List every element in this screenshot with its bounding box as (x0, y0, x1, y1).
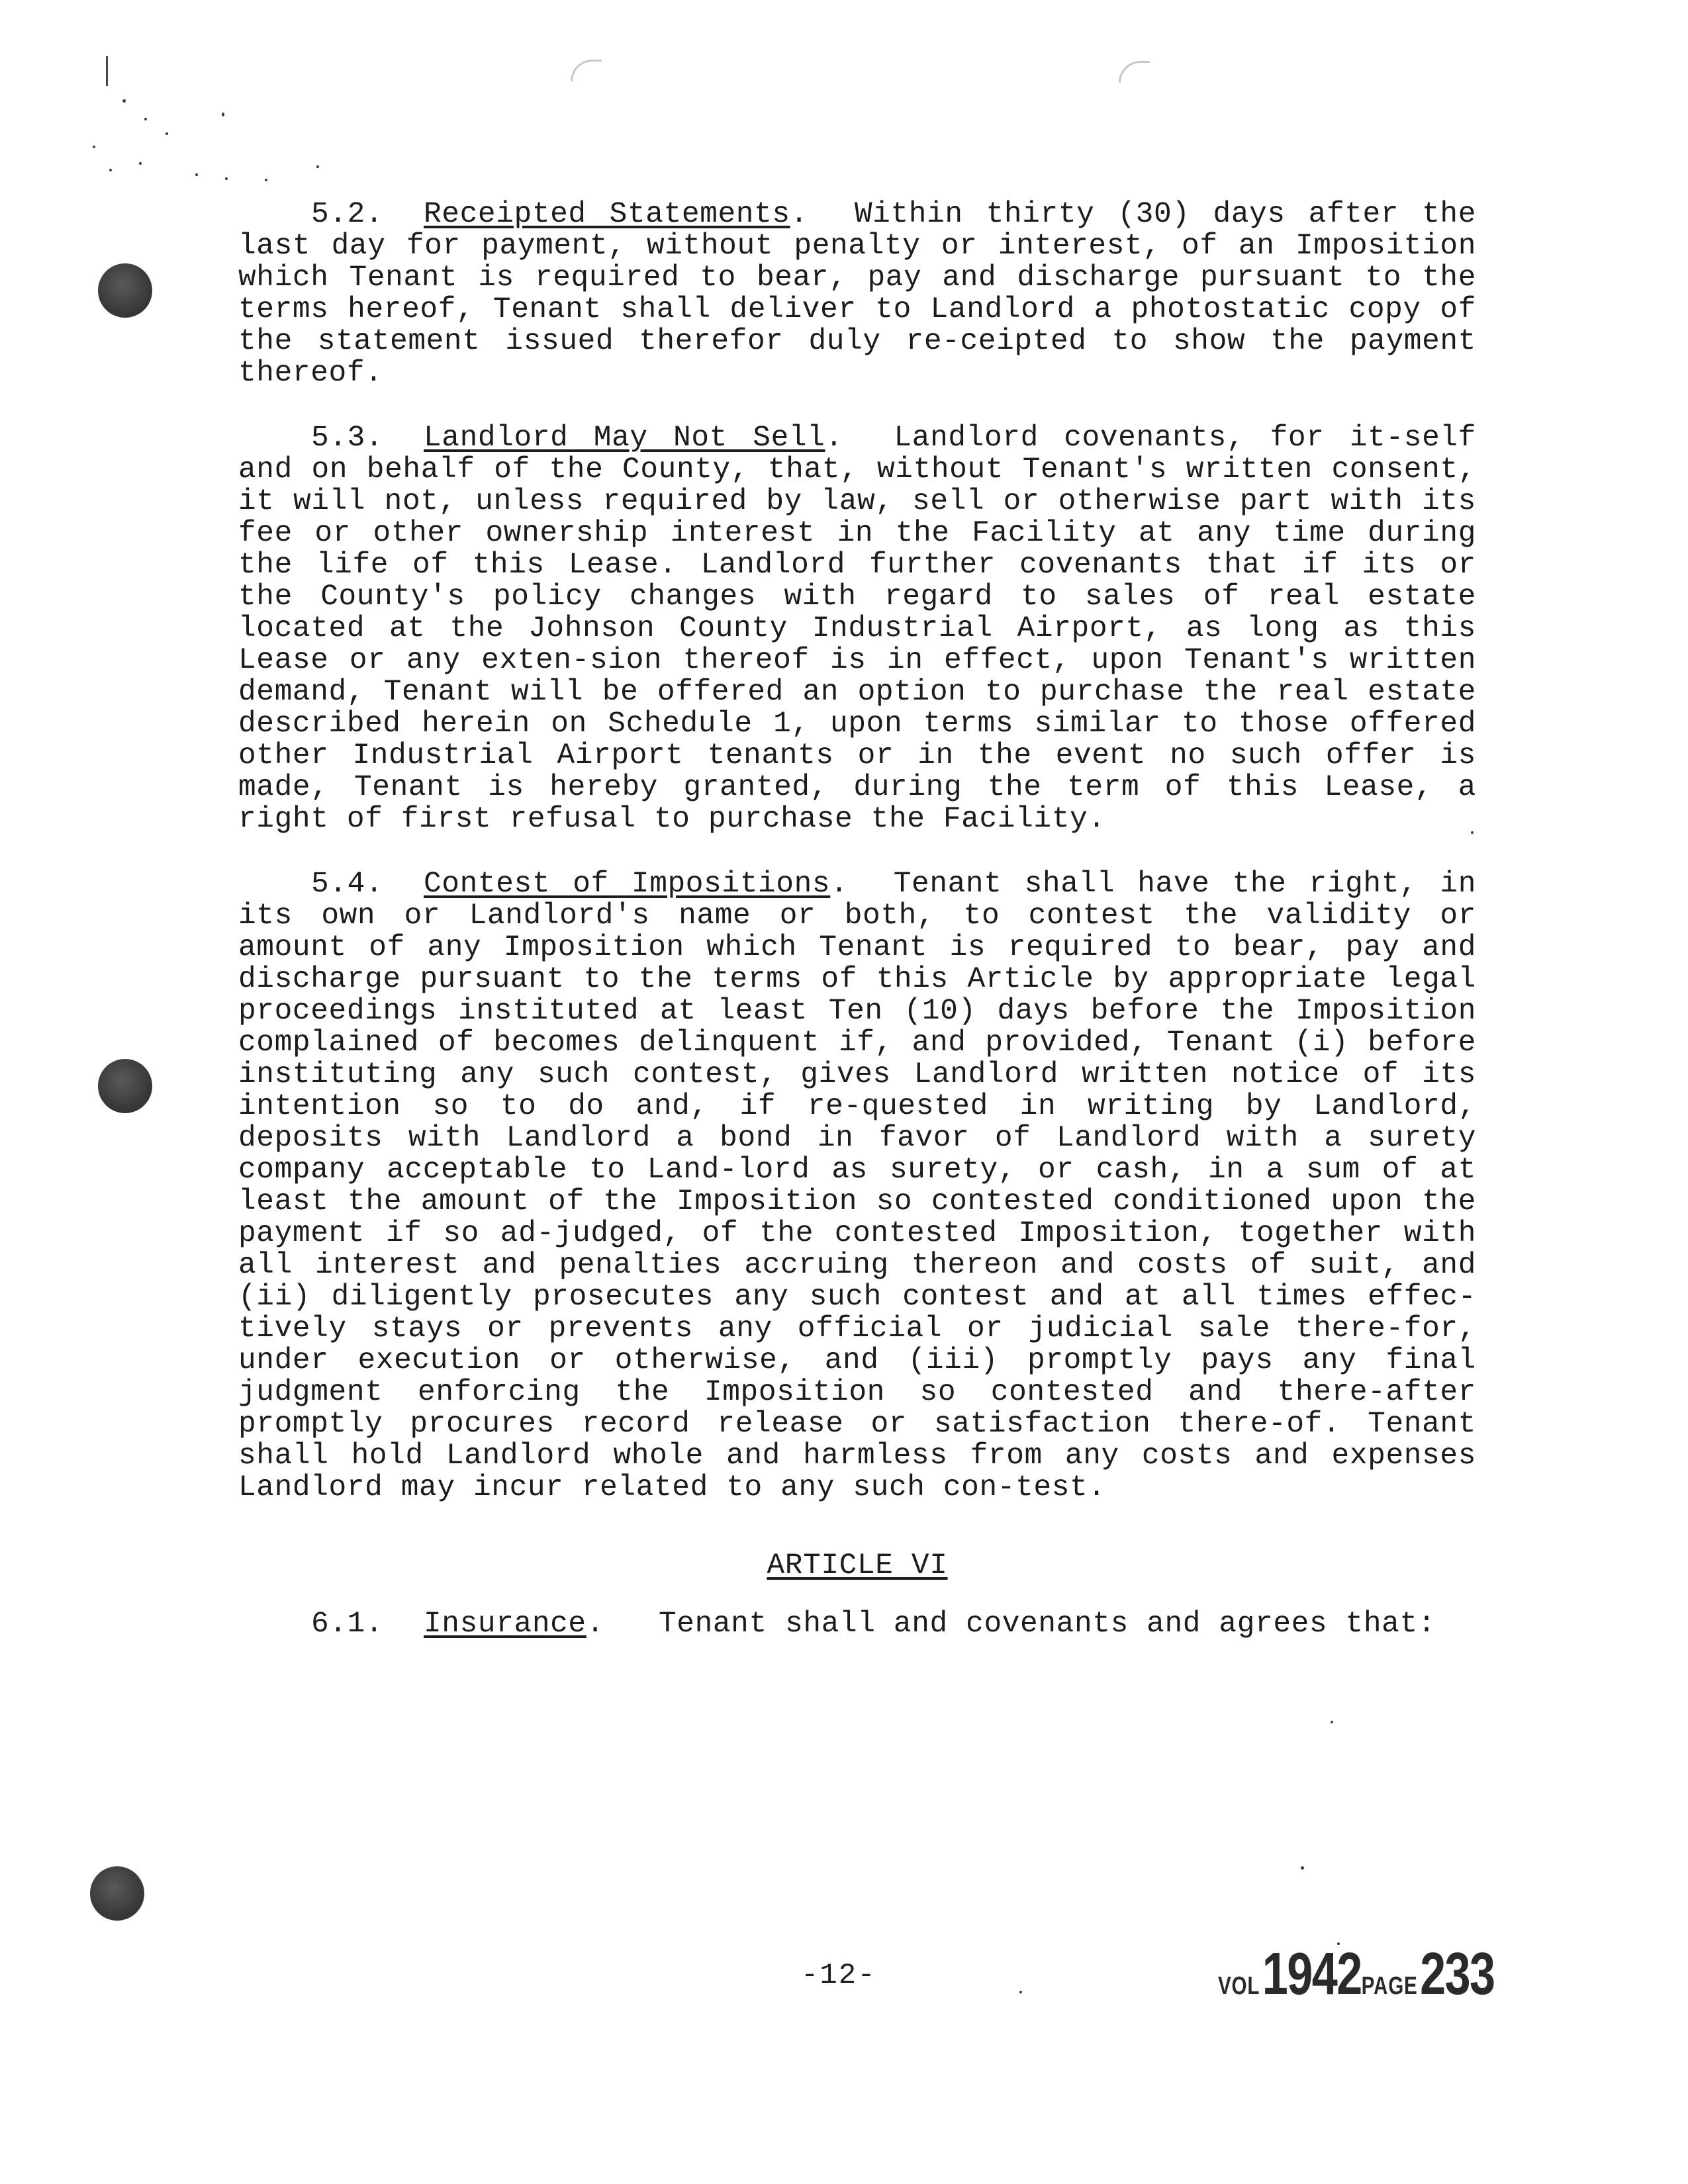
section-text: Landlord covenants, for it-self and on behalf of the County, that, without Tenant's written consent, it will not, unless required by law, sell or otherwise part with its fee or other ownership interest in the Facility at any time during the life of this Lease. Landlord further covenants that if its or the County's policy changes with regard to sales of real estate located at the Johnson County Industrial Airport, as long as this Lease or any exten-sion thereof is in effect, upon Tenant's written demand, Tenant will be offered an option to purchase the real estate described herein on Schedule 1, upon terms similar to those offered other Industrial Airport tenants or in the event no such offer is made, Tenant is hereby granted, during the term of this Lease, a right of first refusal to purchase the Facility. (238, 422, 1476, 836)
section-number: 6.1. (311, 1608, 384, 1641)
section-text: Tenant shall and covenants and agrees that: (658, 1608, 1436, 1641)
punch-hole (98, 263, 152, 318)
article-title: ARTICLE VI (767, 1549, 948, 1582)
section-number: 5.2. (311, 198, 384, 231)
scan-speck (109, 169, 112, 171)
paragraph-6-1: 6.1. Insurance. Tenant shall and covenants and agrees that: (238, 1608, 1476, 1640)
scan-speck (1331, 1721, 1333, 1723)
scan-speck (1301, 1866, 1304, 1870)
punch-hole (98, 1059, 152, 1113)
paragraph-5-3: 5.3. Landlord May Not Sell. Landlord covenants, for it-self and on behalf of the County, that, without Tenant's written consent, it will not, unless required by law, sell or otherwise part with its fee or other ownership interest in the Facility at any time during the life of this Lease. Landlord further covenants that if its or the County's policy changes with regard to sales of real estate located at the Johnson County Industrial Airport, as long as this Lease or any exten-sion thereof is in effect, upon Tenant's written demand, Tenant will be offered an option to purchase the real estate described herein on Schedule 1, upon terms similar to those offered other Industrial Airport tenants or in the event no such offer is made, Tenant is hereby granted, during the term of this Lease, a right of first refusal to purchase the Facility. (238, 422, 1476, 836)
section-heading: Landlord May Not Sell (424, 422, 825, 455)
article-heading (238, 1550, 1476, 1582)
section-heading: Insurance (424, 1608, 586, 1641)
page-number: -12- (801, 1959, 876, 1992)
section-number: 5.4. (311, 868, 384, 901)
stamp-vol-number: 1942 (1262, 1941, 1362, 2007)
scan-speck (265, 179, 267, 181)
scan-speck (222, 113, 224, 116)
stamp-vol-label: VOL (1218, 1972, 1260, 2000)
scan-artifact (571, 60, 602, 81)
scan-speck (139, 162, 142, 165)
scan-speck (1019, 1991, 1022, 1993)
punch-hole (90, 1866, 144, 1921)
recording-stamp (1218, 1940, 1495, 2009)
paragraph-5-2: 5.2. Receipted Statements. Within thirty (30) days after the last day for payment, without penalty or interest, of an Imposition which Tenant is required to bear, pay and discharge pursuant to the terms hereof, Tenant shall deliver to Landlord a photostatic copy of the statement issued therefor duly re-ceipted to show the payment thereof. (238, 198, 1477, 390)
scan-mark (106, 56, 108, 86)
section-number: 5.3. (311, 422, 384, 455)
scan-speck (165, 132, 168, 135)
document-body (238, 199, 1476, 1673)
scan-speck (144, 118, 147, 120)
scan-speck (316, 165, 319, 168)
stamp-page-number: 233 (1420, 1941, 1495, 2007)
section-heading: Receipted Statements (424, 198, 790, 231)
section-text: Tenant shall have the right, in its own or Landlord's name or both, to contest the validity or amount of any Imposition which Tenant is required to bear, pay and discharge pursuant to the terms of this Article by appropriate legal proceedings instituted at least Ten (10) days before the Imposition complained of becomes delinquent if, and provided, Tenant (i) before instituting any such contest, gives Landlord written notice of its intention so to do and, if re-quested in writing by Landlord, deposits with Landlord a bond in favor of Landlord with a surety company acceptable to Land-lord as surety, or cash, in a sum of at least the amount of the Imposition so contested conditioned upon the payment if so ad-judged, of the contested Imposition, together with all interest and penalties accruing thereon and costs of suit, and (ii) diligently prosecutes any such contest and at all times effec-tively stays or prevents any official or judicial sale there-for, under execution or otherwise, and (iii) promptly pays any final judgment enforcing the Imposition so contested and there-after promptly procures record release or satisfaction there-of. Tenant shall hold Landlord whole and harmless from any costs and expenses Landlord may incur related to any such con-test. (238, 868, 1477, 1504)
scan-speck (122, 99, 126, 103)
paragraph-5-4: 5.4. Contest of Impositions. Tenant shall have the right, in its own or Landlord's name or both, to contest the validity or amount of any Imposition which Tenant is required to bear, pay and discharge pursuant to the terms of this Article by appropriate legal proceedings instituted at least Ten (10) days before the Imposition complained of becomes delinquent if, and provided, Tenant (i) before instituting any such contest, gives Landlord written notice of its intention so to do and, if re-quested in writing by Landlord, deposits with Landlord a bond in favor of Landlord with a surety company acceptable to Land-lord as surety, or cash, in a sum of at least the amount of the Imposition so contested conditioned upon the payment if so ad-judged, of the contested Imposition, together with all interest and penalties accruing thereon and costs of suit, and (ii) diligently prosecutes any such contest and at all times effec-tively stays or prevents any official or judicial sale there-for, under execution or otherwise, and (iii) promptly pays any final judgment enforcing the Imposition so contested and there-after promptly procures record release or satisfaction there-of. Tenant shall hold Landlord whole and harmless from any costs and expenses Landlord may incur related to any such con-test. (238, 868, 1477, 1504)
section-text: Within thirty (30) days after the last day for payment, without penalty or interest, of an Imposition which Tenant is required to bear, pay and discharge pursuant to the terms hereof, Tenant shall deliver to Landlord a photostatic copy of the statement issued therefor duly re-ceipted to show the payment thereof. (238, 198, 1477, 390)
scan-artifact (1119, 61, 1150, 83)
scan-speck (225, 177, 228, 180)
section-heading: Contest of Impositions (424, 868, 831, 901)
stamp-page-label: PAGE (1361, 1972, 1418, 2000)
scan-speck (93, 146, 95, 148)
scan-speck (195, 173, 198, 176)
